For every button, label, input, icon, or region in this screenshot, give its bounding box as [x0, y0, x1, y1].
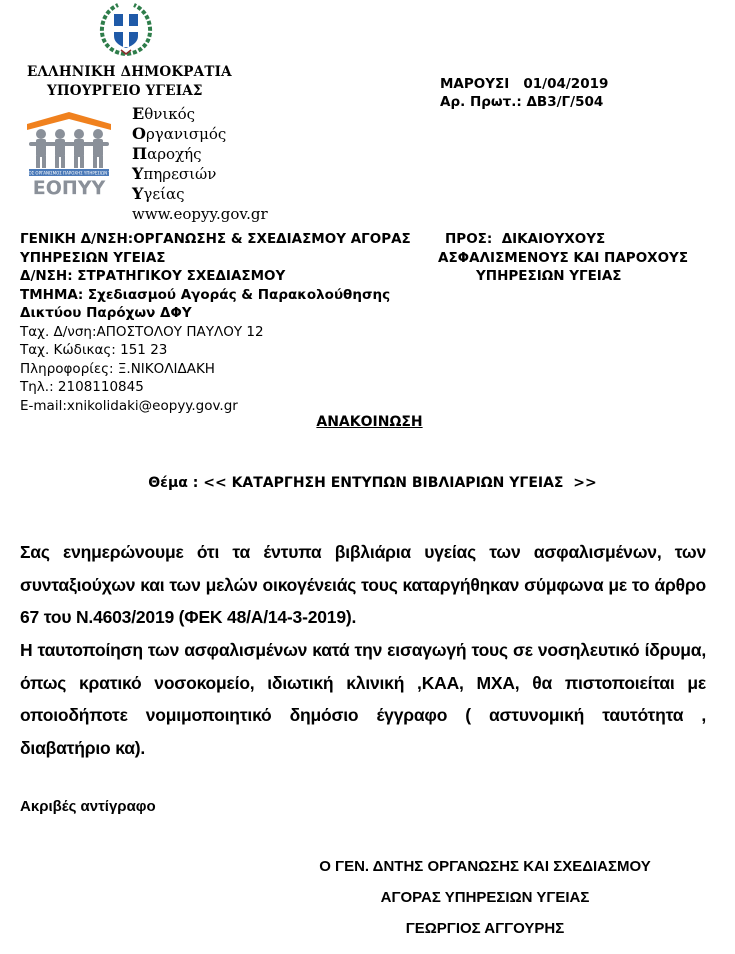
- recipient-line: ΠΡΟΣ: ΔΙΚΑΙΟΥΧΟΥΣ: [445, 231, 606, 247]
- directorate: Δ/ΝΣΗ: ΣΤΡΑΤΗΓΙΚΟΥ ΣΧΕΔΙΑΣΜΟΥ: [20, 268, 286, 284]
- address: Ταχ. Δ/νση:ΑΠΟΣΤΟΛΟΥ ΠΑΥΛΟΥ 12: [20, 323, 264, 340]
- recipient-line: ΥΠΗΡΕΣΙΩΝ ΥΓΕΙΑΣ: [476, 268, 622, 284]
- signatory-title: Ο ΓΕΝ. ΔΝΤΗΣ ΟΡΓΑΝΩΣΗΣ ΚΑΙ ΣΧΕΔΙΑΣΜΟΥ: [319, 858, 651, 875]
- protocol-number: Αρ. Πρωτ.: ΔΒ3/Γ/504: [440, 94, 604, 110]
- contact-person: Πληροφορίες: Ξ.ΝΙΚΟΛΙΔΑΚΗ: [20, 360, 215, 377]
- general-directorate-cont: ΥΠΗΡΕΣΙΩΝ ΥΓΕΙΑΣ: [20, 249, 166, 266]
- announcement-heading: ΑΝΑΚΟΙΝΩΣΗ: [316, 414, 423, 430]
- org-word: Οργανισμός: [132, 124, 227, 143]
- org-word: Υγείας: [132, 184, 185, 203]
- recipient-line: ΑΣΦΑΛΙΣΜΕΝΟΥΣ ΚΑΙ ΠΑΡΟΧΟΥΣ: [438, 249, 689, 266]
- general-directorate: ΓΕΝΙΚΗ Δ/ΝΣΗ:ΟΡΓΑΝΩΣΗΣ & ΣΧΕΔΙΑΣΜΟΥ ΑΓΟΡΑΣ: [20, 231, 411, 247]
- logo-band-text: ΕΘΝΙΚΟΣ ΟΡΓΑΝΙΣΜΟΣ ΠΑΡΟΧΗΣ ΥΠΗΡΕΣΙΩΝ ΥΓΕΙΑΣ: [16, 170, 122, 176]
- place-date: ΜΑΡΟΥΣΙ 01/04/2019: [440, 76, 609, 92]
- organization-name-list: [132, 104, 226, 204]
- coat-of-arms-icon: [98, 2, 154, 58]
- signatory-title-cont: ΑΓΟΡΑΣ ΥΠΗΡΕΣΙΩΝ ΥΓΕΙΑΣ: [380, 889, 590, 906]
- recipient-block: [430, 230, 689, 286]
- body-paragraph: Σας ενημερώνουμε ότι τα έντυπα βιβλιάρια υγείας των ασφαλισμένων, των συνταξιούχων και των μελών οικογένειάς τους καταργήθηκαν σύμφωνα με το άρθρο 67 του Ν.4603/2019 (ΦΕΚ 48/Α/14-3-2019).: [20, 542, 706, 627]
- logo-text: ΕΟΠΥΥ: [32, 177, 106, 199]
- eopyy-logo: [16, 108, 122, 199]
- body-paragraph: Η ταυτοποίηση των ασφαλισμένων κατά την εισαγωγή τους σε νοσηλευτικό ίδρυμα, όπως κρατικό νοσοκομείο, ιδιωτική κλινική ,ΚΑΑ, ΜΧΑ, θα πιστοποιείται με οποιοδήποτε νομιμοποιητικό δημόσιο έγγραφο ( αστυνομική ταυτότητα , διαβατήριο κα).: [20, 640, 706, 758]
- state-name: ΕΛΛΗΝΙΚΗ ΔΗΜΟΚΡΑΤΙΑ: [27, 64, 232, 80]
- sender-block: [20, 230, 411, 415]
- postal-code: Ταχ. Κώδικας: 151 23: [20, 342, 168, 358]
- signatory-name: ΓΕΩΡΓΙΟΣ ΑΓΓΟΥΡΗΣ: [405, 920, 565, 937]
- subject-line: Θέμα : << ΚΑΤΑΡΓΗΣΗ ΕΝΤΥΠΩΝ ΒΙΒΛΙΑΡΙΩΝ ΥΓΕΙΑΣ >>: [148, 475, 597, 491]
- org-word: Υπηρεσιών: [132, 164, 217, 183]
- department: ΤΜΗΜΑ: Σχεδιασμού Αγοράς & Παρακολούθησης: [20, 286, 391, 303]
- org-word: Παροχής: [132, 144, 202, 163]
- org-word: Εθνικός: [132, 104, 196, 123]
- email: E-mail:xnikolidaki@eopyy.gov.gr: [20, 397, 238, 414]
- website-url: www.eopyy.gov.gr: [132, 205, 268, 223]
- phone: Τηλ.: 2108110845: [20, 379, 144, 395]
- ministry-name: ΥΠΟΥΡΓΕΙΟ ΥΓΕΙΑΣ: [47, 83, 203, 99]
- certified-copy-note: Ακριβές αντίγραφο: [20, 798, 156, 815]
- eopyy-logo-graphic: [16, 108, 122, 199]
- department-cont: Δικτύου Παρόχων ΔΦΥ: [20, 305, 192, 321]
- greek-state-emblem: [98, 2, 154, 58]
